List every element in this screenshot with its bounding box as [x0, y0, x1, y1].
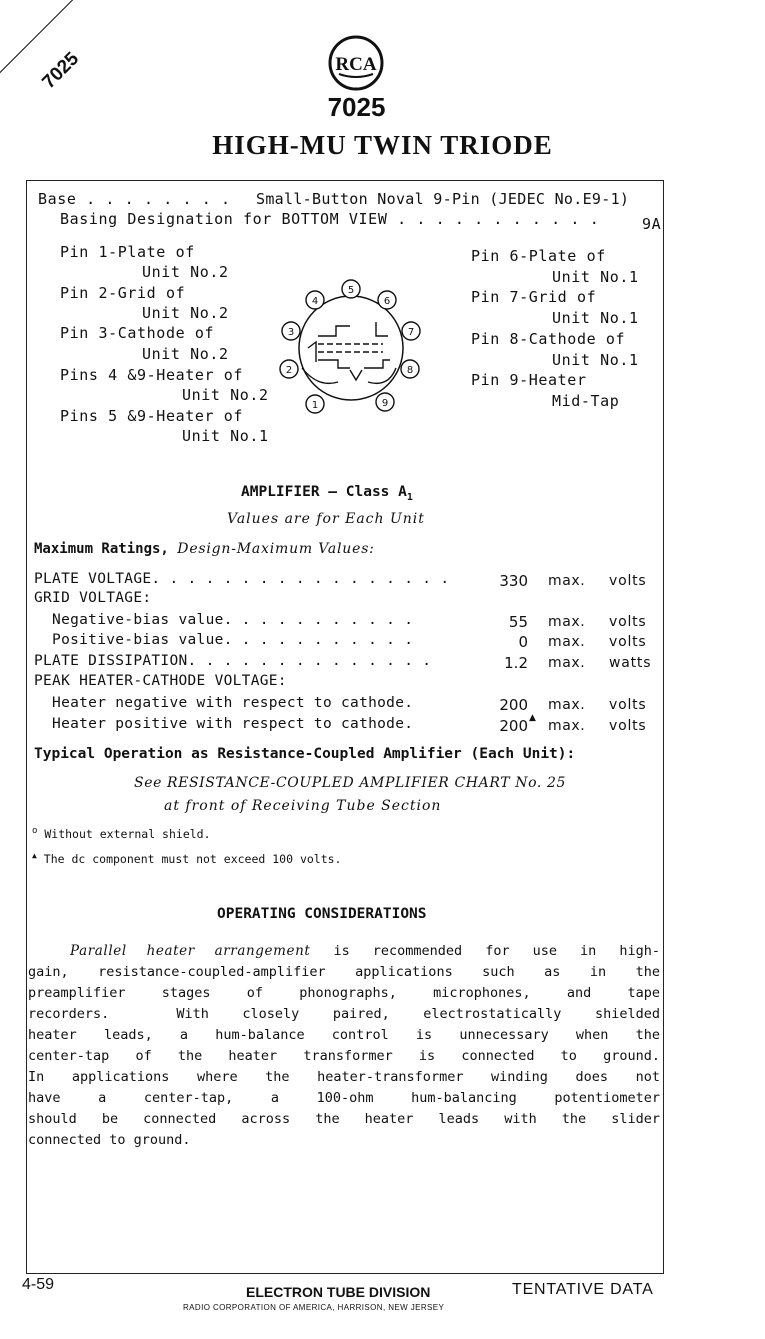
rating-value: 55 — [508, 613, 528, 631]
operating-lead-italic: Parallel heater arrangement — [70, 943, 311, 959]
pin-number-3: 3 — [287, 327, 295, 338]
pin-3-unit: Unit No.2 — [142, 345, 229, 363]
amplifier-subheading: Values are for Each Unit — [227, 511, 425, 527]
corner-model-number: 7025 — [38, 48, 84, 94]
rating-label: Heater positive with respect to cathode. — [34, 716, 414, 732]
footer-status: TENTATIVE DATA — [512, 1281, 654, 1298]
footer-company: RADIO CORPORATION OF AMERICA, HARRISON, NEW JERSEY — [183, 1303, 445, 1312]
pin-3-label: Pin 3-Cathode of — [60, 324, 215, 342]
pin-number-7: 7 — [407, 327, 415, 338]
rating-value: 330 — [499, 572, 528, 590]
typical-operation-heading: Typical Operation as Resistance-Coupled Amplifier (Each Unit): — [34, 746, 576, 762]
rating-unit: watts — [609, 655, 652, 671]
rating-label: PEAK HEATER-CATHODE VOLTAGE: — [34, 673, 287, 689]
base-value: Small-Button Noval 9-Pin (JEDEC No.E9-1) — [256, 190, 630, 208]
pin-8-label: Pin 8-Cathode of — [471, 330, 626, 348]
rating-value: 0 — [518, 633, 528, 651]
rating-label: GRID VOLTAGE: — [34, 590, 152, 606]
pin-7-label: Pin 7-Grid of — [471, 288, 597, 306]
footer-division: ELECTRON TUBE DIVISION — [246, 1284, 431, 1300]
rating-label: PLATE DISSIPATION. . . . . . . . . . . . . . — [34, 653, 432, 669]
pin-circles — [280, 280, 420, 413]
rca-logo-text: RCA — [335, 54, 377, 75]
pin-number-5: 5 — [347, 285, 355, 296]
pins-5-9-label: Pins 5 &9-Heater of — [60, 407, 243, 425]
pin-number-9: 9 — [381, 398, 389, 409]
pin-1-unit: Unit No.2 — [142, 263, 229, 281]
rating-unit: volts — [609, 634, 647, 650]
rating-label: Positive-bias value. . . . . . . . . . . — [34, 632, 414, 648]
rating-label: Negative-bias value. . . . . . . . . . . — [34, 612, 414, 628]
pin-2-label: Pin 2-Grid of — [60, 284, 186, 302]
basing-designation-label: Basing Designation for BOTTOM VIEW . . . . . . . . . . . — [60, 210, 600, 228]
footnote-2: ▲ The dc component must not exceed 100 volts. — [32, 851, 342, 866]
rating-value: 200 — [499, 717, 528, 735]
pin-1-label: Pin 1-Plate of — [60, 243, 195, 261]
rating-unit: volts — [609, 573, 647, 589]
footnote-1: $^o$ Without external shield. — [32, 826, 211, 841]
rating-unit: volts — [609, 614, 647, 630]
pins-4-9-label: Pins 4 &9-Heater of — [60, 366, 243, 384]
rating-limit: max. — [548, 573, 586, 589]
rating-label: PLATE VOLTAGE. . . . . . . . . . . . . . . . . — [34, 571, 450, 587]
operating-paragraph: Parallel heater arrangement is recommended for use in high- gain, resistance-coupled-amplifier applications such as in the preamplifier stages of phonographs, microphones, and tape recorders. With closely paired, electrostatically shielded heater leads, a hum-balance control is unnecessary when the center-tap of the heater transformer is connected to ground. In applications where the heater-transformer winding does not have a center-tap, a 100-ohm hum-balancing potentiometer should be connected across the heater leads with the slider connected to ground. — [28, 943, 660, 1148]
rating-limit: max. — [548, 655, 586, 671]
pin-7-unit: Unit No.1 — [552, 309, 639, 327]
rating-value: 1.2 — [504, 654, 528, 672]
pin-number-6: 6 — [383, 296, 391, 307]
pin-number-4: 4 — [311, 296, 319, 307]
basing-designation-value: 9A — [642, 215, 662, 233]
rating-footnote-mark: ▲ — [529, 713, 536, 723]
pin-2-unit: Unit No.2 — [142, 304, 229, 322]
pins-4-9-unit: Unit No.2 — [182, 386, 269, 404]
basing-diagram — [278, 278, 424, 418]
pins-5-9-unit: Unit No.1 — [182, 427, 269, 445]
amplifier-heading: AMPLIFIER — Class $A_1$ — [241, 484, 413, 503]
rating-limit: max. — [548, 614, 586, 630]
pin-8-unit: Unit No.1 — [552, 351, 639, 369]
pin-9-label: Pin 9-Heater — [471, 371, 587, 389]
pin-6-unit: Unit No.1 — [552, 268, 639, 286]
base-label: Base . . . . . . . . — [38, 190, 231, 208]
max-ratings-heading: Maximum Ratings, Design-Maximum Values: — [34, 541, 375, 557]
pin-9-unit: Mid-Tap — [552, 392, 620, 410]
rating-limit: max. — [548, 718, 586, 734]
rating-limit: max. — [548, 697, 586, 713]
rating-label: Heater negative with respect to cathode. — [34, 695, 414, 711]
pin-number-1: 1 — [311, 400, 319, 411]
model-number: 7025 — [327, 92, 386, 122]
operating-heading: OPERATING CONSIDERATIONS — [217, 906, 427, 922]
typical-operation-line-1: See RESISTANCE-COUPLED AMPLIFIER CHART No. 25 — [134, 775, 566, 791]
pin-6-label: Pin 6-Plate of — [471, 247, 606, 265]
rating-limit: max. — [548, 634, 586, 650]
pin-number-2: 2 — [285, 365, 293, 376]
amplifier-heading-subscript: 1 — [406, 491, 413, 503]
page-title: HIGH-MU TWIN TRIODE — [212, 130, 553, 160]
pin-number-8: 8 — [406, 365, 414, 376]
rating-unit: volts — [609, 697, 647, 713]
typical-operation-line-2: at front of Receiving Tube Section — [164, 798, 442, 814]
page-number: 4-59 — [22, 1276, 55, 1293]
rating-unit: volts — [609, 718, 647, 734]
rca-logo — [327, 34, 385, 92]
rating-value: 200 — [499, 696, 528, 714]
